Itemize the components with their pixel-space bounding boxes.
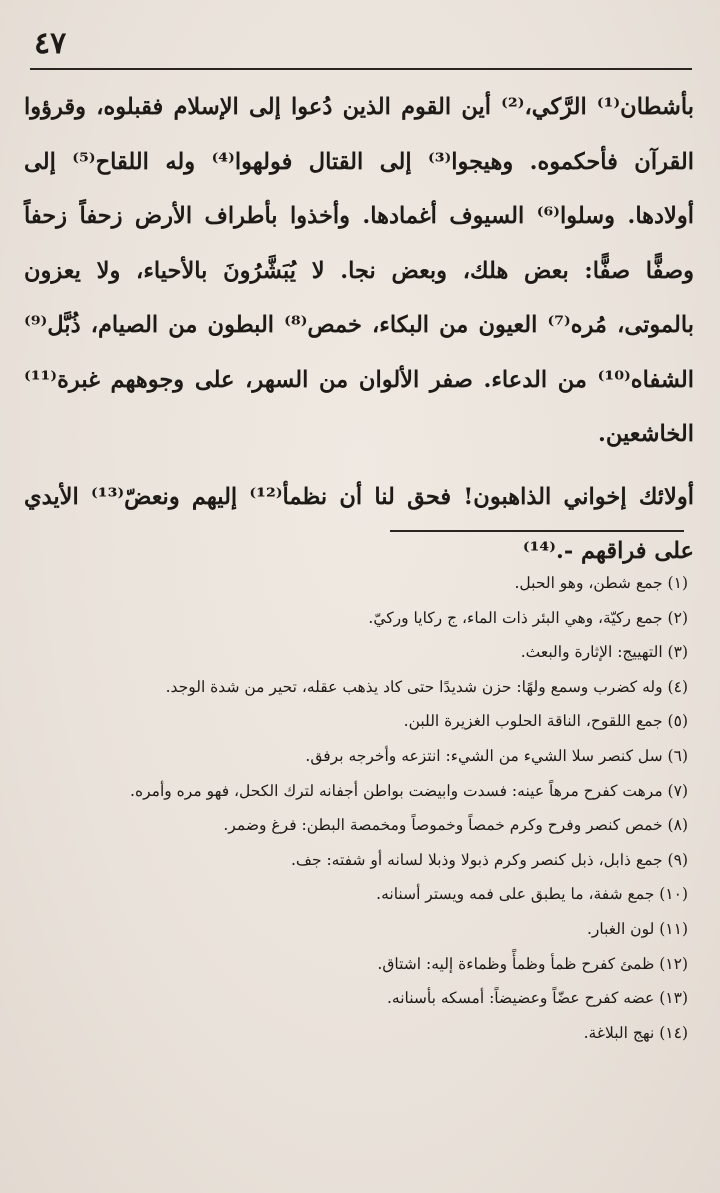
footnote-3: (٣) التهييج: الإثارة والبعث. [520,643,688,662]
footnote-6: (٦) سل كنصر سلا الشيء من الشيء: انتزعه وأخرجه برفق. [305,746,688,765]
footnote-8: (٨) خمص كنصر وفرح وكرم خمصاً وخموصاً ومخمصة البطن: فرغ وضمر. [223,816,688,835]
main-text [24,80,694,579]
footnote-12: (١٢) ظمئ كفرح ظمأ وظمأً وظماءة إليه: اشتاق. [377,954,688,973]
footnote-11: (١١) لون الغبار. [586,919,688,938]
paragraph-1: بأشطان⁽¹⁾ الرَّكي،⁽²⁾ أين القوم الذين دُعوا إلى الإسلام فقبلوه، وقرؤوا القرآن فأحكموه. وهيجوا⁽³⁾ إلى القتال فولهوا⁽⁴⁾ وله اللقاح⁽⁵⁾ إلى أولادها. وسلوا⁽⁶⁾ السيوف أغمادها. وأخذوا بأطراف الأرض زحفاً زحفاً وصفًّا صفًّا: بعض هلك، وبعض نجا. لا يُبَشَّرُونَ بالأحياء، ولا يعزون بالموتى، مُره⁽⁷⁾ العيون من البكاء، خمص⁽⁸⁾ البطون من الصيام، ذُبَّل⁽⁹⁾ الشفاه⁽¹⁰⁾ من الدعاء. صفر الألوان من السهر، على وجوههم غبرة⁽¹¹⁾ الخاشعين. [24,94,695,447]
header-rule [30,68,692,70]
footnote-13: (١٣) عضه كفرح عضّاً وعضيضاً: أمسكه بأسنانه. [386,989,688,1008]
page-number: ٤٧ [34,26,67,61]
footnote-2: (٢) جمع ركيّة، وهي البئر ذات الماء، ج ركايا وركيّ. [368,608,688,627]
footnote-14: (١٤) نهج البلاغة. [583,1023,688,1042]
footnote-1: (١) جمع شطن، وهو الحبل. [514,574,688,592]
footnote-10: (١٠) جمع شفة، ما يطبق على فمه ويستر أسنانه. [376,885,688,904]
footnote-separator [390,530,684,532]
footnote-9: (٩) جمع ذابل، ذبل كنصر وكرم ذبولا وذبلا لسانه أو شفته: جف. [290,850,688,869]
footnote-5: (٥) جمع اللقوح، الناقة الحلوب الغزيرة اللبن. [403,712,688,731]
footnote-7: (٧) مرهت كفرح مرهاً عينه: فسدت وابيضت بواطن أجفانه لترك الكحل، فهو مره وأمره. [130,781,688,800]
footnote-4: (٤) وله كضرب وسمع ولهًا: حزن شديدًا حتى كاد يذهب عقله، تحير من شدة الوجد. [165,677,688,696]
paragraph-2: أولائك إخواني الذاهبون! فحق لنا أن نظمأ⁽¹²⁾ إليهم ونعضّ⁽¹³⁾ الأيدي على فراقهم -.⁽¹⁴⁾ [24,483,694,564]
footnotes-list [30,566,688,1050]
